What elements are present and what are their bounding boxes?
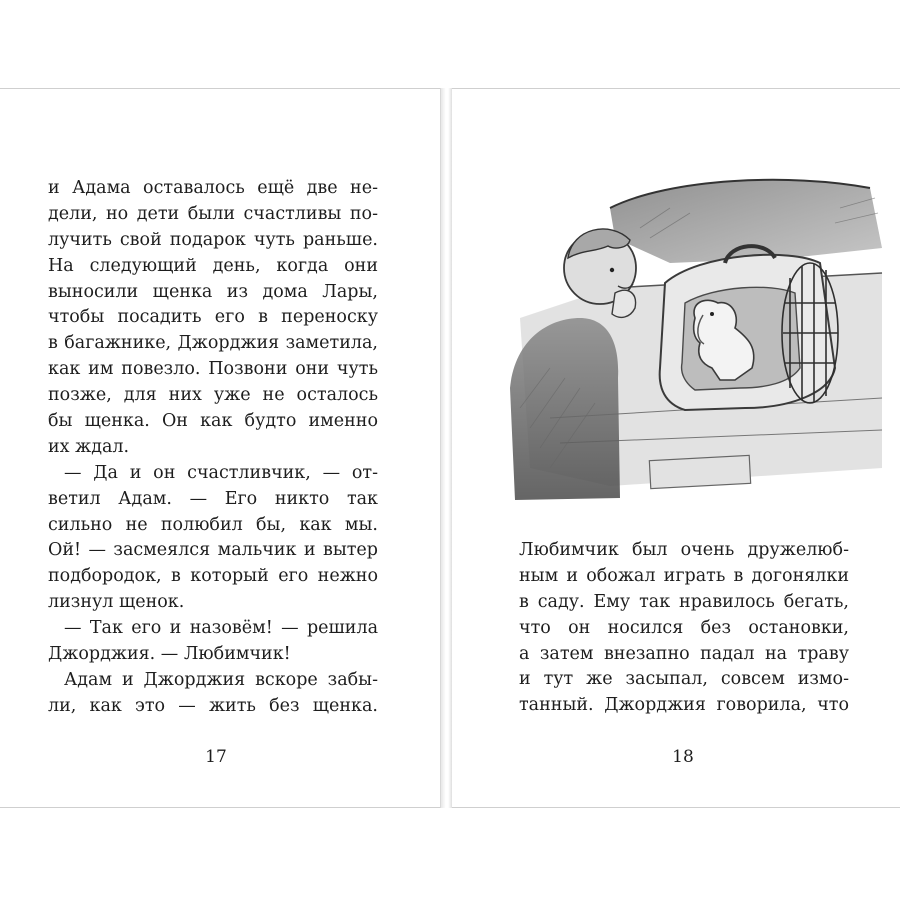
text-line: чтобы посадить его в переноску — [48, 307, 378, 328]
text-line: Адам и Джорджия вскоре забы- — [64, 669, 378, 690]
right-page-text — [519, 538, 849, 719]
text-line: Ой! — засмеялся мальчик и вытер — [48, 540, 378, 561]
pencil-sketch-boy-puppy-car-trunk-icon — [490, 168, 885, 520]
text-line: лизнул щенок. — [48, 592, 185, 613]
text-line: выносили щенка из дома Лары, — [48, 281, 378, 302]
text-line: в багажнике, Джорджия заметила, — [48, 333, 378, 354]
text-line: их ждал. — [48, 436, 130, 457]
text-line: ли, как это — жить без щенка. — [48, 695, 378, 716]
text-line: Любимчик был очень дружелюб- — [519, 540, 849, 560]
text-line: Джорджия. — Любимчик! — [48, 644, 291, 665]
text-line: дели, но дети были счастливы по- — [48, 203, 378, 224]
illustration — [490, 168, 885, 520]
page-number-left: 17 — [205, 747, 227, 767]
text-line: подбородок, в который его нежно — [48, 566, 378, 587]
text-line: лучить свой подарок чуть раньше. — [48, 229, 378, 250]
left-page-text — [48, 176, 378, 720]
text-line: бы щенка. Он как будто именно — [48, 411, 378, 432]
text-line: ным и обожал играть в догонялки — [519, 565, 849, 586]
text-line: и Адама оставалось ещё две не- — [48, 178, 378, 198]
text-line: — Да и он счастливчик, — от- — [64, 462, 378, 483]
text-line: как им повезло. Позвони они чуть — [48, 359, 378, 380]
text-line: а затем внезапно падал на траву — [519, 643, 849, 664]
text-line: сильно не полюбил бы, как мы. — [48, 514, 378, 535]
page-number-right: 18 — [672, 747, 694, 767]
text-line: танный. Джорджия говорила, что — [519, 695, 849, 716]
text-line: ветил Адам. — Его никто так — [48, 488, 378, 509]
text-line: позже, для них уже не осталось — [48, 385, 378, 406]
text-line: и тут же засыпал, совсем измо- — [519, 669, 849, 690]
text-line: На следующий день, когда они — [48, 255, 378, 276]
text-line: что он носился без остановки, — [519, 617, 849, 638]
text-line: в саду. Ему так нравилось бегать, — [519, 591, 849, 612]
text-line: — Так его и назовём! — решила — [64, 618, 378, 639]
